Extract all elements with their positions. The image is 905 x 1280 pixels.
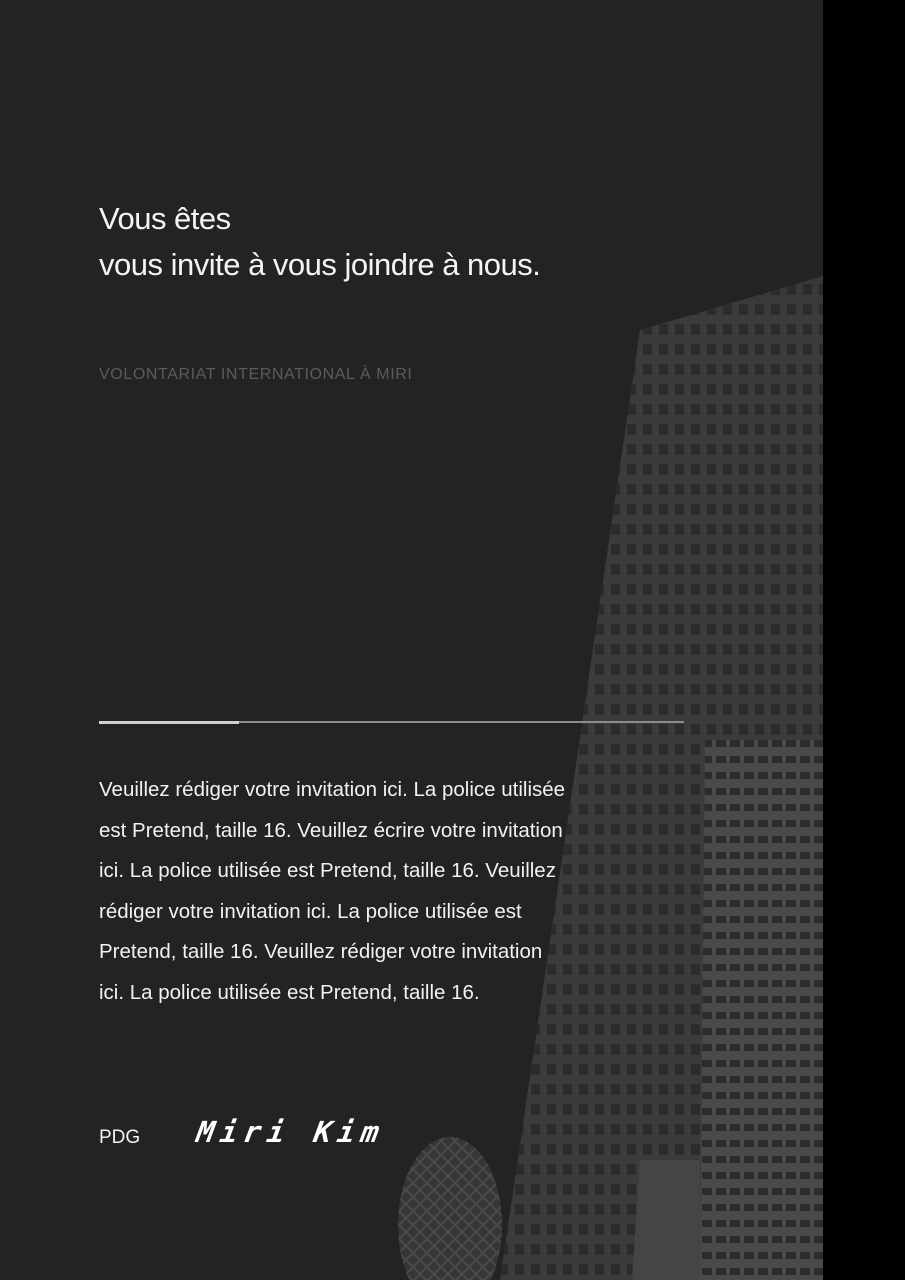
signer-role: PDG: [99, 1127, 141, 1148]
invitation-title: [99, 196, 540, 288]
progress-divider-fill: [99, 721, 239, 724]
invitation-body: Veuillez rédiger votre invitation ici. La police utilisée est Pretend, taille 16. Veuillez écrire votre invitation ici. La police utilisée est Pretend, taille 16. Veuillez rédiger votre invitation ici. La police utilisée est Pretend, taille 16. Veuillez rédiger votre invitation ici. La police utilisée est Pretend, taille 16.: [99, 778, 566, 1004]
title-line-1: Vous êtes: [99, 201, 231, 236]
title-line-2: vous invite à vous joindre à nous.: [99, 247, 541, 282]
right-edge-strip: [823, 0, 905, 1280]
progress-divider: [99, 721, 684, 723]
organization-subtitle: VOLONTARIAT INTERNATIONAL À MIRI: [99, 366, 413, 383]
signature: Miri Kim: [194, 1115, 388, 1149]
